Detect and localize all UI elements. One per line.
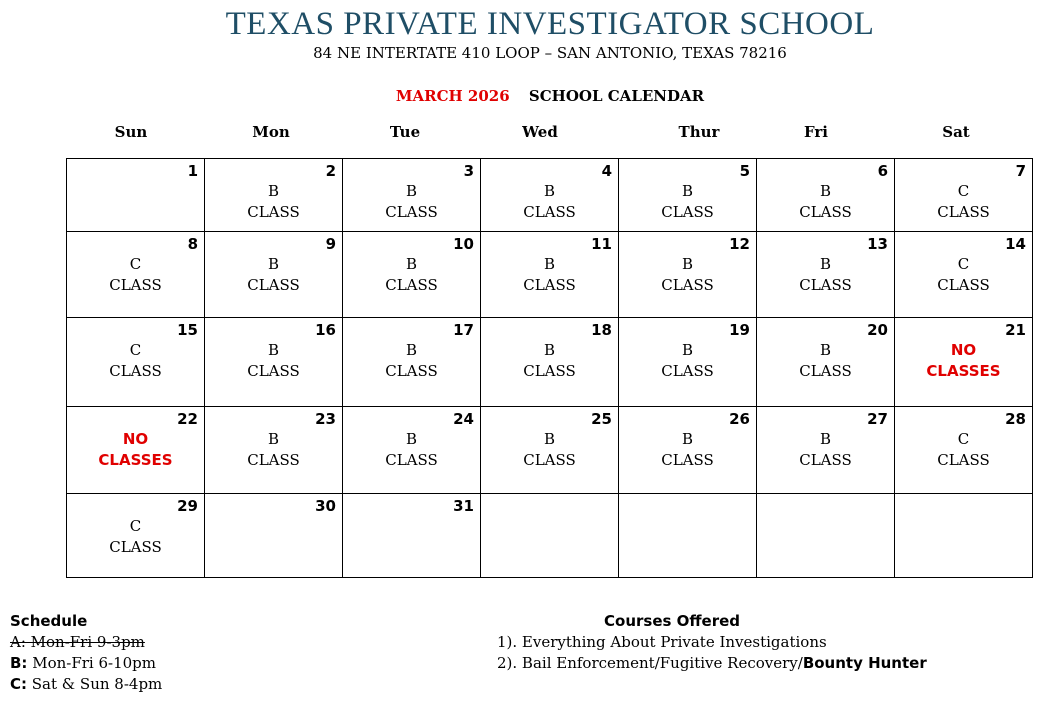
day-number: 15: [177, 321, 198, 339]
class-label: CLASS: [661, 451, 714, 469]
class-label: CLASS: [937, 276, 990, 294]
class-code: B: [681, 341, 694, 359]
class-code: C: [129, 517, 142, 535]
calendar-heading: [0, 87, 1037, 105]
calendar-day-cell: [481, 494, 619, 578]
calendar-week-row: [67, 159, 1033, 232]
day-number: 14: [1005, 235, 1026, 253]
calendar-day-cell: [343, 159, 481, 232]
day-number: 9: [325, 235, 336, 253]
day-number: 23: [315, 410, 336, 428]
class-code: B: [405, 341, 418, 359]
day-number: 10: [453, 235, 474, 253]
class-label: CLASS: [799, 362, 852, 380]
class-label: CLASS: [937, 451, 990, 469]
calendar-day-cell: [67, 494, 205, 578]
calendar-day-cell: [67, 159, 205, 232]
day-number: 31: [453, 497, 474, 515]
calendar-day-cell: [757, 159, 895, 232]
class-code: C: [129, 341, 142, 359]
calendar-week-row: [67, 494, 1033, 578]
weekday-mon: Mon: [252, 123, 290, 141]
class-label: CLASS: [661, 203, 714, 221]
class-label: CLASS: [523, 362, 576, 380]
day-number: [895, 494, 1032, 496]
schedule-c-code: C:: [10, 675, 28, 693]
class-label: CLASS: [247, 276, 300, 294]
day-number: 18: [591, 321, 612, 339]
class-code: NO: [950, 341, 977, 359]
day-number: [481, 494, 618, 496]
weekday-fri: Fri: [804, 123, 828, 141]
day-number: 6: [877, 162, 888, 180]
day-number: 4: [601, 162, 612, 180]
day-number: 30: [315, 497, 336, 515]
weekday-wed: Wed: [522, 123, 558, 141]
schedule-b-line: [10, 653, 162, 674]
weekday-sat: Sat: [942, 123, 970, 141]
class-code: C: [957, 430, 970, 448]
calendar-day-cell: [205, 494, 343, 578]
day-number: 7: [1015, 162, 1026, 180]
school-title: TEXAS PRIVATE INVESTIGATOR SCHOOL: [225, 6, 875, 42]
calendar-day-cell: [619, 407, 757, 494]
class-code: B: [267, 430, 280, 448]
day-number: 3: [463, 162, 474, 180]
weekday-tue: Tue: [389, 123, 421, 141]
class-label: CLASS: [385, 451, 438, 469]
calendar-day-cell: [757, 494, 895, 578]
courses-heading: Courses Offered: [604, 612, 741, 630]
calendar-day-cell: [67, 318, 205, 407]
calendar-week-row: [67, 407, 1033, 494]
class-label: CLASS: [661, 276, 714, 294]
class-label: CLASS: [247, 203, 300, 221]
day-number: 12: [729, 235, 750, 253]
day-number: 19: [729, 321, 750, 339]
calendar-day-cell: [205, 159, 343, 232]
calendar-day-cell: [481, 159, 619, 232]
day-number: 29: [177, 497, 198, 515]
weekday-thur: Thur: [678, 123, 720, 141]
calendar-day-cell: [205, 407, 343, 494]
course-2: [497, 653, 927, 674]
class-code: B: [819, 341, 832, 359]
calendar-day-cell: [757, 318, 895, 407]
schedule-a-line: A: Mon-Fri 9-3pm: [10, 633, 145, 651]
day-number: 17: [453, 321, 474, 339]
calendar-week-row: [67, 232, 1033, 318]
class-code: B: [819, 182, 832, 200]
class-label: CLASS: [799, 203, 852, 221]
class-label: CLASS: [523, 451, 576, 469]
class-code: C: [957, 182, 970, 200]
class-code: B: [543, 255, 556, 273]
class-code: B: [681, 430, 694, 448]
course-2-text: 2). Bail Enforcement/Fugitive Recovery/: [497, 654, 803, 672]
class-code: B: [681, 255, 694, 273]
class-label: CLASS: [523, 276, 576, 294]
class-code: B: [819, 255, 832, 273]
day-number: 27: [867, 410, 888, 428]
class-label: CLASSES: [926, 362, 1001, 380]
calendar-day-cell: [895, 407, 1033, 494]
class-label: CLASS: [109, 276, 162, 294]
schedule-legend: [10, 611, 162, 695]
class-label: CLASS: [799, 451, 852, 469]
weekday-sun: Sun: [114, 123, 148, 141]
calendar-day-cell: [619, 232, 757, 318]
calendar-day-cell: [895, 232, 1033, 318]
calendar-grid: [66, 158, 1033, 578]
calendar-day-cell: [895, 318, 1033, 407]
class-code: B: [405, 430, 418, 448]
day-number: 16: [315, 321, 336, 339]
class-code: NO: [122, 430, 149, 448]
calendar-day-cell: [895, 494, 1033, 578]
class-label: CLASS: [385, 362, 438, 380]
calendar-day-cell: [67, 407, 205, 494]
class-code: B: [819, 430, 832, 448]
day-number: 28: [1005, 410, 1026, 428]
schedule-b-code: B:: [10, 654, 28, 672]
day-number: 5: [739, 162, 750, 180]
class-label: CLASS: [109, 362, 162, 380]
calendar-day-cell: [343, 318, 481, 407]
class-code: B: [543, 430, 556, 448]
day-number: 1: [187, 162, 198, 180]
class-code: B: [267, 341, 280, 359]
day-number: 21: [1005, 321, 1026, 339]
class-code: B: [405, 255, 418, 273]
calendar-day-cell: [895, 159, 1033, 232]
schedule-c-line: [10, 674, 162, 695]
calendar-day-cell: [205, 318, 343, 407]
calendar-week-row: [67, 318, 1033, 407]
calendar-day-cell: [619, 494, 757, 578]
schedule-b-text: Mon-Fri 6-10pm: [27, 654, 156, 672]
class-code: C: [129, 255, 142, 273]
courses-offered: [497, 611, 927, 674]
class-code: B: [405, 182, 418, 200]
day-number: 22: [177, 410, 198, 428]
day-number: 8: [187, 235, 198, 253]
class-code: C: [957, 255, 970, 273]
day-number: [757, 494, 894, 496]
class-label: CLASS: [109, 538, 162, 556]
class-code: B: [267, 182, 280, 200]
course-2-bold: Bounty Hunter: [802, 654, 927, 672]
school-address: 84 NE INTERTATE 410 LOOP – SAN ANTONIO, TEXAS 78216: [313, 44, 787, 62]
day-number: 11: [591, 235, 612, 253]
calendar-day-cell: [757, 232, 895, 318]
class-code: B: [681, 182, 694, 200]
day-number: 2: [325, 162, 336, 180]
calendar-day-cell: [481, 232, 619, 318]
calendar-day-cell: [343, 407, 481, 494]
class-code: B: [543, 341, 556, 359]
class-label: CLASS: [661, 362, 714, 380]
class-label: CLASS: [247, 362, 300, 380]
month-label: MARCH 2026: [395, 87, 510, 105]
day-number: [619, 494, 756, 496]
class-label: CLASS: [385, 203, 438, 221]
calendar-day-cell: [67, 232, 205, 318]
class-code: B: [543, 182, 556, 200]
calendar-day-cell: [481, 407, 619, 494]
calendar-label: SCHOOL CALENDAR: [528, 87, 705, 105]
class-label: CLASS: [385, 276, 438, 294]
schedule-heading: Schedule: [10, 612, 88, 630]
schedule-c-text: Sat & Sun 8-4pm: [27, 675, 163, 693]
class-label: CLASS: [937, 203, 990, 221]
calendar-day-cell: [619, 159, 757, 232]
course-1: 1). Everything About Private Investigations: [497, 633, 827, 651]
class-label: CLASS: [523, 203, 576, 221]
day-number: 13: [867, 235, 888, 253]
calendar-day-cell: [205, 232, 343, 318]
class-code: B: [267, 255, 280, 273]
day-number: 20: [867, 321, 888, 339]
calendar-day-cell: [619, 318, 757, 407]
calendar-day-cell: [481, 318, 619, 407]
day-number: 25: [591, 410, 612, 428]
class-label: CLASSES: [98, 451, 173, 469]
class-label: CLASS: [799, 276, 852, 294]
day-number: 26: [729, 410, 750, 428]
class-label: CLASS: [247, 451, 300, 469]
calendar-day-cell: [757, 407, 895, 494]
calendar-day-cell: [343, 232, 481, 318]
calendar-day-cell: [343, 494, 481, 578]
day-number: 24: [453, 410, 474, 428]
